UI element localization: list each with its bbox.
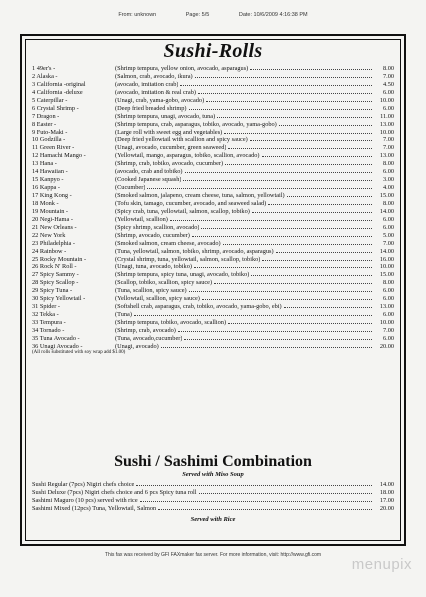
- item-name: 6 Crystal Shrimp -: [32, 104, 79, 112]
- dot-leader: [158, 508, 372, 510]
- item-name: 10 Godzilla -: [32, 136, 66, 144]
- menu-item-row: [32, 224, 394, 232]
- dot-leader: [250, 68, 372, 70]
- menu-item-row: [32, 303, 394, 311]
- menu-item-row: [32, 271, 394, 279]
- menu-item-row: [32, 327, 394, 335]
- item-name: 16 Kappa -: [32, 184, 60, 192]
- item-description: (Unagi, avocado, cucumber, green seaweed): [115, 144, 227, 152]
- item-price: 14.00: [379, 207, 394, 215]
- item-name: Sashimi Maguro (10 pcs) served with rice: [32, 496, 138, 504]
- dot-leader: [180, 84, 372, 86]
- item-name: 17 King Kong -: [32, 192, 72, 199]
- item-description: (Tuna, scallion, spicy sauce): [115, 287, 187, 295]
- item-name: 29 Spicy Tuna -: [32, 287, 73, 295]
- item-price: 7.00: [382, 144, 394, 152]
- item-name: 26 Rock N' Roll -: [32, 263, 77, 271]
- item-description: (Smoked salmon, cream cheese, avocado): [115, 239, 221, 247]
- menu-item-row: [32, 319, 394, 327]
- dot-leader: [136, 484, 372, 486]
- dot-leader: [262, 155, 372, 157]
- item-name: 32 Tekka -: [32, 311, 59, 319]
- menu-item-row: [32, 248, 394, 256]
- dot-leader: [192, 235, 372, 237]
- menu-frame: [20, 34, 406, 546]
- item-price: 6.00: [382, 223, 394, 231]
- item-description: (Unagi, tuna, avocado, tobiko): [115, 263, 192, 271]
- dot-leader: [250, 139, 372, 141]
- dot-leader: [134, 314, 372, 316]
- item-name: 30 Spicy Yellowtail -: [32, 295, 86, 303]
- item-name: 8 Easter -: [32, 120, 57, 128]
- dot-leader: [198, 92, 372, 94]
- item-price: 6.00: [382, 334, 394, 342]
- item-description: (Scallop, tobiko, scallion, spicy sauce): [115, 279, 213, 287]
- item-name: 3 California -original: [32, 80, 86, 88]
- menu-item-row: [32, 89, 394, 97]
- menu-item-row: [32, 200, 394, 208]
- item-price: 7.00: [382, 72, 394, 80]
- item-name: Sashimi Mixed (12pcs) Tuna, Yellowtail, Salmon: [32, 504, 157, 512]
- item-price: 6.00: [382, 168, 394, 176]
- menu-item-row: [32, 311, 394, 319]
- item-description: (Shrimp tempura, tobiko, avocado, scallion): [115, 319, 227, 326]
- dot-leader: [284, 306, 372, 308]
- menu-item-row: [32, 105, 394, 113]
- dot-leader: [178, 330, 372, 332]
- item-name: 15 Kanpyo -: [32, 176, 64, 184]
- item-name: 12 Hamachi Mango -: [32, 152, 86, 160]
- item-description: (Cooked Japanese squash): [115, 176, 182, 184]
- item-description: (Deep fried breaded shrimp): [115, 104, 187, 112]
- menu-item-row: [32, 97, 394, 105]
- dot-leader: [202, 298, 372, 300]
- item-description: (Shrimp tempura, unagi, avocado, tuna): [115, 112, 216, 120]
- item-name: 35 Tuna Avocado -: [32, 334, 80, 342]
- item-price: 16.00: [379, 255, 394, 263]
- item-price: 14.00: [379, 247, 394, 255]
- item-description: (Shrimp tempura, yellow onion, avocado, asparagus): [115, 65, 249, 72]
- item-price: 10.00: [379, 319, 394, 326]
- dot-leader: [252, 211, 372, 213]
- item-price: 15.00: [379, 192, 394, 199]
- item-name: 14 Hawaiian -: [32, 168, 68, 176]
- dot-leader: [194, 266, 372, 268]
- sushi-rolls-title: Sushi-Rolls: [163, 40, 263, 62]
- item-description: (Tuna): [115, 311, 132, 319]
- dot-leader: [206, 100, 372, 102]
- menu-item-row: [32, 489, 394, 497]
- item-price: 5.00: [382, 231, 394, 239]
- item-name: 4 California -deluxe: [32, 88, 83, 96]
- item-name: 27 Spicy Sammy -: [32, 271, 79, 279]
- item-price: 8.00: [382, 65, 394, 72]
- item-price: 10.00: [379, 128, 394, 136]
- menu-item-row: [32, 263, 394, 271]
- item-name: 7 Dragon -: [32, 112, 60, 120]
- combination-subtitle: Served with Miso Soup: [182, 471, 244, 478]
- dot-leader: [183, 179, 372, 181]
- item-description: (Shrimp tempura, crab, asparagus, tobiko, avocado, yama-gobo): [115, 120, 277, 128]
- menu-item-row: [32, 505, 394, 513]
- item-description: (Tofu skin, tamago, cucumber, avocado, and seaweed salad): [115, 199, 267, 207]
- dot-leader: [262, 259, 372, 261]
- item-description: (Unagi, crab, yama-gobo, avocado): [115, 96, 205, 104]
- item-description: (avocado, imitation & real crab): [115, 88, 196, 96]
- item-name: 13 Hana -: [32, 160, 57, 168]
- item-description: (Smoked salmon, jalapeno, cream cheese, tuna, salmon, yellowtail): [115, 192, 285, 199]
- dot-leader: [184, 338, 372, 340]
- item-price: 20.00: [379, 504, 394, 512]
- menu-item-row: [32, 144, 394, 152]
- item-description: (avocado, imitation crab): [115, 80, 179, 88]
- item-price: 7.00: [382, 136, 394, 144]
- dot-leader: [217, 116, 372, 118]
- menu-item-row: [32, 208, 394, 216]
- item-description: (Shrimp tempura, spicy tuna, unagi, avocado, tobiko): [115, 271, 250, 279]
- item-description: (Softshell crab, asparagus, crab, tobiko, avocado, yama-gobo, ebi): [115, 303, 282, 311]
- combination-title: Sushi / Sashimi Combination: [114, 453, 312, 470]
- dot-leader: [147, 187, 372, 189]
- menu-item-row: [32, 160, 394, 168]
- item-description: (Crystal shrimp, tuna, yellowtail, salmon, scallop, tobiko): [115, 255, 261, 263]
- item-price: 14.00: [379, 481, 394, 488]
- item-price: 6.00: [382, 215, 394, 223]
- item-description: (Tuna, yellowtail, salmon, tobiko, shrimp, avocado, asparagus): [115, 247, 274, 255]
- item-name: 34 Tornado -: [32, 326, 65, 334]
- item-name: 5 Caterpillar -: [32, 96, 68, 104]
- item-name: 21 New Orleans -: [32, 223, 77, 231]
- item-description: (Yellowtail, scallion, spicy sauce): [115, 295, 200, 303]
- item-name: 28 Spicy Scallop -: [32, 279, 79, 287]
- item-name: 11 Green River -: [32, 144, 75, 152]
- item-price: 13.00: [379, 152, 394, 160]
- item-price: 4.50: [382, 80, 394, 88]
- dot-leader: [228, 147, 372, 149]
- menu-item-row: [32, 152, 394, 160]
- item-price: 6.00: [382, 104, 394, 112]
- item-price: 18.00: [379, 488, 394, 496]
- item-name: 24 Rainbow -: [32, 247, 67, 255]
- item-name: 33 Tempura -: [32, 319, 66, 326]
- item-name: 1 49er's -: [32, 65, 56, 72]
- menu-item-row: [32, 73, 394, 81]
- item-price: 10.00: [379, 96, 394, 104]
- item-description: (Shrimp, crab, avocado): [115, 326, 176, 334]
- item-price: 6.00: [382, 295, 394, 303]
- dot-leader: [276, 251, 372, 253]
- menu-item-row: [32, 81, 394, 89]
- item-name: 23 Philadelphia -: [32, 239, 76, 247]
- item-price: 15.00: [379, 271, 394, 279]
- item-price: 3.00: [382, 176, 394, 184]
- item-price: 6.00: [382, 88, 394, 96]
- menu-item-row: [32, 497, 394, 505]
- sushi-rolls-list: [32, 65, 394, 356]
- menu-item-row: [32, 113, 394, 121]
- dot-leader: [161, 346, 372, 348]
- dot-leader: [199, 492, 372, 494]
- item-name: 31 Spider -: [32, 303, 60, 311]
- item-price: 6.00: [382, 287, 394, 295]
- watermark-logo: menupix: [351, 556, 412, 573]
- menu-item-row: [32, 481, 394, 489]
- item-description: (Shrimp, avocado, cucumber): [115, 231, 190, 239]
- dot-leader: [287, 195, 372, 197]
- item-price: 7.00: [382, 239, 394, 247]
- menu-item-row: [32, 216, 394, 224]
- menu-item-row: [32, 335, 394, 343]
- combination-list: [32, 481, 394, 513]
- menu-item-row: [32, 232, 394, 240]
- item-name: 36 Unagi Avocado -: [32, 342, 83, 350]
- item-description: (Shrimp, crab, tobiko, avocado, cucumber): [115, 160, 224, 168]
- dot-leader: [195, 76, 372, 78]
- item-description: (Yellowtail, scallion): [115, 215, 168, 223]
- dot-leader: [251, 274, 372, 276]
- item-name: 20 Negi-Hama -: [32, 215, 73, 223]
- item-price: 17.00: [379, 496, 394, 504]
- item-price: 11.00: [380, 112, 394, 120]
- item-name: 25 Rocky Mountain -: [32, 255, 87, 263]
- menu-item-row: [32, 287, 394, 295]
- item-description: (Large roll with sweet egg and vegetables): [115, 128, 223, 136]
- dot-leader: [189, 290, 372, 292]
- menu-item-row: [32, 240, 394, 248]
- menu-item-row: [32, 136, 394, 144]
- dot-leader: [189, 108, 372, 110]
- item-description: (Yellowtail, mango, asparagus, tobiko, scallion, avocado): [115, 152, 260, 160]
- dot-leader: [201, 227, 372, 229]
- menu-item-row: [32, 65, 394, 73]
- fax-date: Date: 10/6/2009 4:16:38 PM: [238, 12, 308, 18]
- item-price: 7.00: [382, 326, 394, 334]
- dot-leader: [228, 322, 372, 324]
- menu-item-row: [32, 168, 394, 176]
- item-price: 8.00: [382, 199, 394, 207]
- soy-wrap-note: (All rolls substituted with soy wrap add $1.00): [32, 349, 126, 355]
- item-name: 19 Mountain -: [32, 207, 69, 215]
- fax-page: Page: 5/5: [185, 12, 210, 18]
- item-description: (Deep fried yellowtail with scallion and spicy sauce): [115, 136, 248, 144]
- item-name: Sushi Deluxe (7pcs) Nigiri chefs choice and 6 pcs Spicy tuna roll: [32, 488, 197, 496]
- item-price: 20.00: [379, 342, 394, 350]
- item-name: 22 New York: [32, 231, 66, 239]
- item-price: 13.00: [379, 303, 394, 311]
- item-name: Sushi Regular (7pcs) Nigiri chefs choice: [32, 481, 135, 488]
- fax-footer: This fax was received by GFI FAXmaker fax server. For more information, visit: http://www.gfi.com: [104, 552, 322, 558]
- item-name: 18 Monk -: [32, 199, 59, 207]
- dot-leader: [225, 163, 372, 165]
- item-description: (Unagi, avocado): [115, 342, 159, 350]
- menu-item-row: [32, 176, 394, 184]
- combination-footer-note: Served with Rice: [190, 516, 236, 523]
- dot-leader: [140, 500, 372, 502]
- item-description: (Salmon, crab, avocado, ikura): [115, 72, 193, 80]
- item-name: 9 Futo-Maki -: [32, 128, 68, 136]
- item-price: 8.00: [382, 279, 394, 287]
- dot-leader: [224, 132, 372, 134]
- item-name: 2 Alaska -: [32, 72, 58, 80]
- fax-header: [0, 12, 426, 18]
- dot-leader: [223, 243, 372, 245]
- menu-item-row: [32, 121, 394, 129]
- item-description: (Tuna, avocado,cucumber): [115, 334, 183, 342]
- menu-item-row: [32, 256, 394, 264]
- menu-item-row: [32, 184, 394, 192]
- dot-leader: [279, 124, 372, 126]
- item-price: 4.00: [382, 184, 394, 192]
- menu-item-row: [32, 192, 394, 200]
- menu-item-row: [32, 279, 394, 287]
- item-price: 13.00: [379, 120, 394, 128]
- item-description: (Spicy shrimp, scallion, avocado): [115, 223, 200, 231]
- item-price: 6.00: [382, 311, 394, 319]
- menu-item-row: [32, 129, 394, 137]
- dot-leader: [185, 171, 373, 173]
- dot-leader: [268, 203, 372, 205]
- item-description: (avocado, crab and tobiko): [115, 168, 183, 176]
- dot-leader: [170, 219, 372, 221]
- fax-from: From: unknown: [118, 12, 157, 18]
- menu-item-row: [32, 295, 394, 303]
- item-price: 10.00: [379, 263, 394, 271]
- item-price: 8.00: [382, 160, 394, 168]
- item-description: (Cucumber): [115, 184, 146, 192]
- dot-leader: [214, 282, 372, 284]
- item-description: (Spicy crab, tuna, yellowtail, salmon, scallop, tobiko): [115, 207, 250, 215]
